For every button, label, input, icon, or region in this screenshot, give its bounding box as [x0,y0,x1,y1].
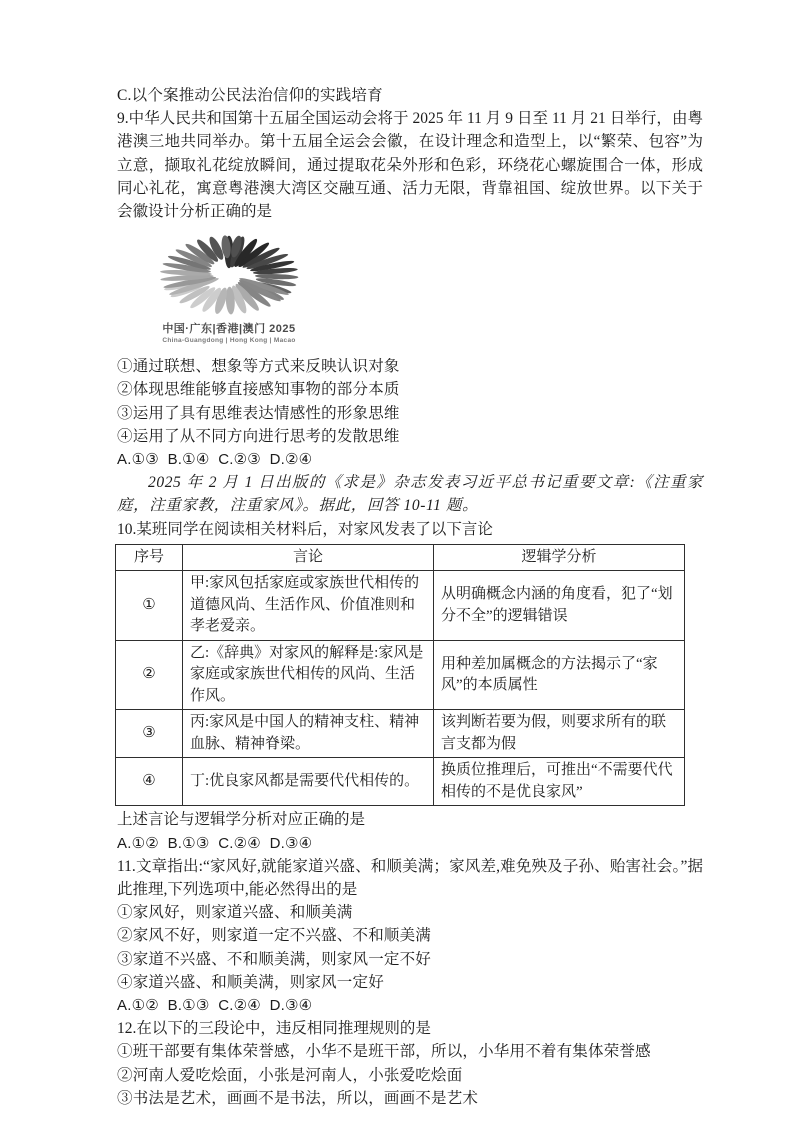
games-emblem-burst [150,230,308,320]
q12-stem: 12.在以下的三段论中，违反相同推理规则的是 [117,1020,431,1038]
q9-item-1: ①通过联想、想象等方式来反映认识对象 [117,358,400,376]
table-header-speech: 言论 [183,544,434,571]
q12-item-1: ①班干部要有集体荣誉感，小华不是班干部，所以，小华用不着有集体荣誉感 [117,1043,651,1061]
cell-no: ① [116,571,183,641]
option-c-line: C.以个案推动公民法治信仰的实践培育 [117,87,383,104]
q10-table [115,544,685,807]
table-header-row [116,544,685,571]
emblem-caption-cn: 中国·广东|香港|澳门 2025 [162,323,296,336]
q10-stem: 10.某班同学在阅读相关材料后，对家风发表了以下言论 [117,520,493,538]
table-row [116,758,685,806]
q10-options: A.①② B.①③ C.②④ D.③④ [117,834,313,852]
cell-analysis: 换质位推理后，可推出“不需要代代相传的不是优良家风” [434,758,685,806]
table-header-analysis: 逻辑学分析 [434,544,685,571]
table-row [116,640,685,710]
games-emblem [139,230,319,345]
passage-intro: 2025 年 2 月 1 日出版的《求是》杂志发表习近平总书记重要文章:《注重家庭，注重家教，注重家风》。据此，回答 10-11 题。 [117,474,703,515]
q9-item-4: ④运用了从不同方向进行思考的发散思维 [117,427,400,445]
q11-item-4: ④家道兴盛、和顺美满，则家风一定好 [117,973,384,991]
q9-item-3: ③运用了具有思维表达情感性的形象思维 [117,404,400,422]
cell-speech: 丙:家风是中国人的精神支柱、精神血脉、精神脊梁。 [183,710,434,758]
table-row [116,710,685,758]
q12-item-2: ②河南人爱吃烩面，小张是河南人，小张爱吃烩面 [117,1066,463,1084]
cell-no: ③ [116,710,183,758]
table-header-no: 序号 [116,544,183,571]
cell-analysis: 该判断若要为假，则要求所有的联言支都为假 [434,710,685,758]
cell-analysis: 从明确概念内涵的角度看，犯了“划分不全”的逻辑错误 [434,571,685,641]
fireworks-burst-icon [139,230,319,320]
q11-item-3: ③家道不兴盛、不和顺美满，则家风一定不好 [117,950,432,968]
cell-speech: 乙:《辞典》对家风的解释是:家风是家庭或家族世代相传的风尚、生活作风。 [183,640,434,710]
q9-stem: 9.中华人民共和国第十五届全国运动会将于 2025 年 11 月 9 日至 11 月 21 日举行，由粤港澳三地共同举办。第十五届全运会会徽，在设计理念和造型上，以“繁荣、包容”为立意，撷取礼花绽放瞬间，通过提取花朵外形和色彩，环绕花心螺旋围合一体，形成同心礼花，寓意粤港澳大湾区交融互通、活力无限，背靠祖国、绽放世界。以下关于会徽设计分析正确的是 [117,110,703,221]
q12-item-3: ③书法是艺术，画画不是书法，所以，画画不是艺术 [117,1089,479,1107]
cell-speech: 丁:优良家风都是需要代代相传的。 [183,758,434,806]
exam-content [117,84,703,1110]
q11-item-2: ②家风不好，则家道一定不兴盛、不和顺美满 [117,927,432,945]
cell-analysis: 用种差加属概念的方法揭示了“家风”的本质属性 [434,640,685,710]
q9-options: A.①③ B.①④ C.②③ D.②④ [117,451,313,469]
q11-stem: 11.文章指出:“家风好,就能家道兴盛、和顺美满；家风差,难免殃及子孙、贻害社会。”据此推理,下列选项中,能必然得出的是 [117,857,703,898]
table-row [116,571,685,641]
q10-closing: 上述言论与逻辑学分析对应正确的是 [117,811,366,829]
q9-item-2: ②体现思维能够直接感知事物的部分本质 [117,381,400,399]
cell-speech: 甲:家风包括家庭或家族世代相传的道德风尚、生活作风、价值准则和孝老爱亲。 [183,571,434,641]
cell-no: ② [116,640,183,710]
q11-options: A.①② B.①③ C.②④ D.③④ [117,996,313,1014]
emblem-caption-en: China-Guangdong | Hong Kong | Macao [162,337,296,345]
q11-item-1: ①家风好，则家道兴盛、和顺美满 [117,904,353,922]
cell-no: ④ [116,758,183,806]
